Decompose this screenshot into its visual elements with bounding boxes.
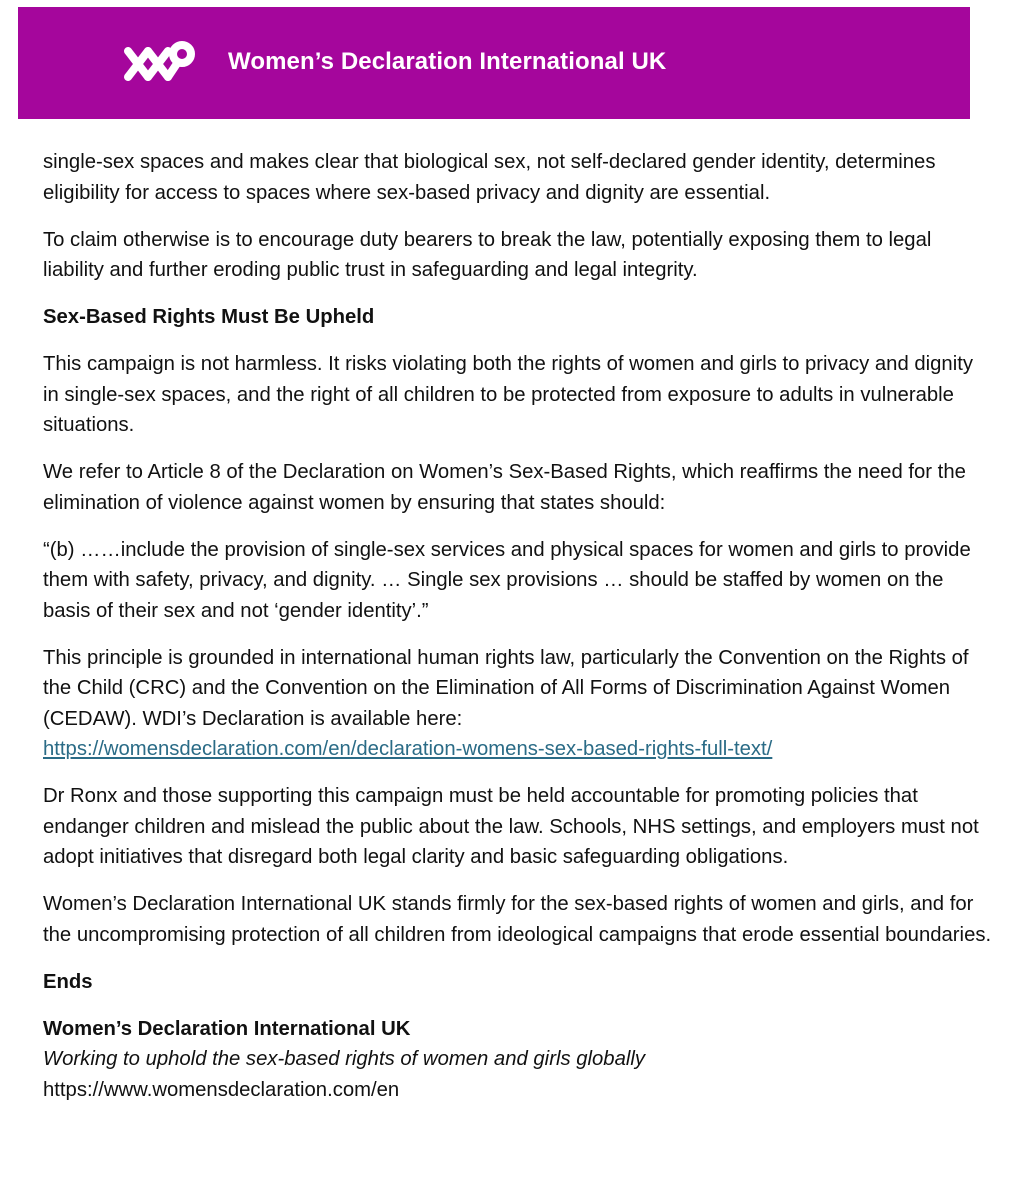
wdi-logo-icon bbox=[122, 37, 196, 93]
paragraph-with-link bbox=[43, 643, 993, 765]
paragraph-text: This principle is grounded in international human rights law, particularly the Convention on the Rights of the Child (CRC) and the Convention on the Elimination of All Forms of Discrimination Against Women (CEDAW). WDI’s Declaration is available here: bbox=[43, 646, 969, 730]
signature-block bbox=[43, 1014, 993, 1106]
paragraph: We refer to Article 8 of the Declaration on Women’s Sex-Based Rights, which reaffirms the need for the elimination of violence against women by ensuring that states should: bbox=[43, 461, 966, 514]
paragraph: This campaign is not harmless. It risks violating both the rights of women and girls to privacy and dignity in single-sex spaces, and the right of all children to be protected from exposure to adults in vulnerable situations. bbox=[43, 353, 973, 436]
header-banner bbox=[18, 7, 970, 119]
paragraph: single-sex spaces and makes clear that biological sex, not self-declared gender identity, determines eligibility for access to spaces where sex-based privacy and dignity are essential. bbox=[43, 151, 936, 204]
document-body bbox=[43, 147, 993, 1122]
signature-tagline: Working to uphold the sex-based rights of women and girls globally bbox=[43, 1048, 646, 1070]
paragraph: Dr Ronx and those supporting this campaign must be held accountable for promoting policies that endanger children and mislead the public about the law. Schools, NHS settings, and employers must not adopt initiatives that disregard both legal clarity and basic safeguarding obligations. bbox=[43, 785, 979, 868]
ends-label: Ends bbox=[43, 970, 93, 993]
signature-url: https://www.womensdeclaration.com/en bbox=[43, 1078, 400, 1101]
paragraph: Women’s Declaration International UK stands firmly for the sex-based rights of women and girls, and for the uncompromising protection of all children from ideological campaigns that erode essential boundaries. bbox=[43, 893, 992, 946]
declaration-link[interactable]: https://womensdeclaration.com/en/declaration-womens-sex-based-rights-full-text/ bbox=[43, 738, 773, 760]
paragraph: To claim otherwise is to encourage duty bearers to break the law, potentially exposing them to legal liability and further eroding public trust in safeguarding and legal integrity. bbox=[43, 228, 932, 281]
article-quote: “(b) ……include the provision of single-sex services and physical spaces for women and girls to provide them with safety, privacy, and dignity. … Single sex provisions … should be staffed by women on the basis of their sex and not ‘gender identity’.” bbox=[43, 538, 971, 622]
section-heading: Sex-Based Rights Must Be Upheld bbox=[43, 306, 375, 328]
header-org-name: Women’s Declaration International UK bbox=[228, 48, 667, 75]
signature-name: Women’s Declaration International UK bbox=[43, 1017, 411, 1040]
